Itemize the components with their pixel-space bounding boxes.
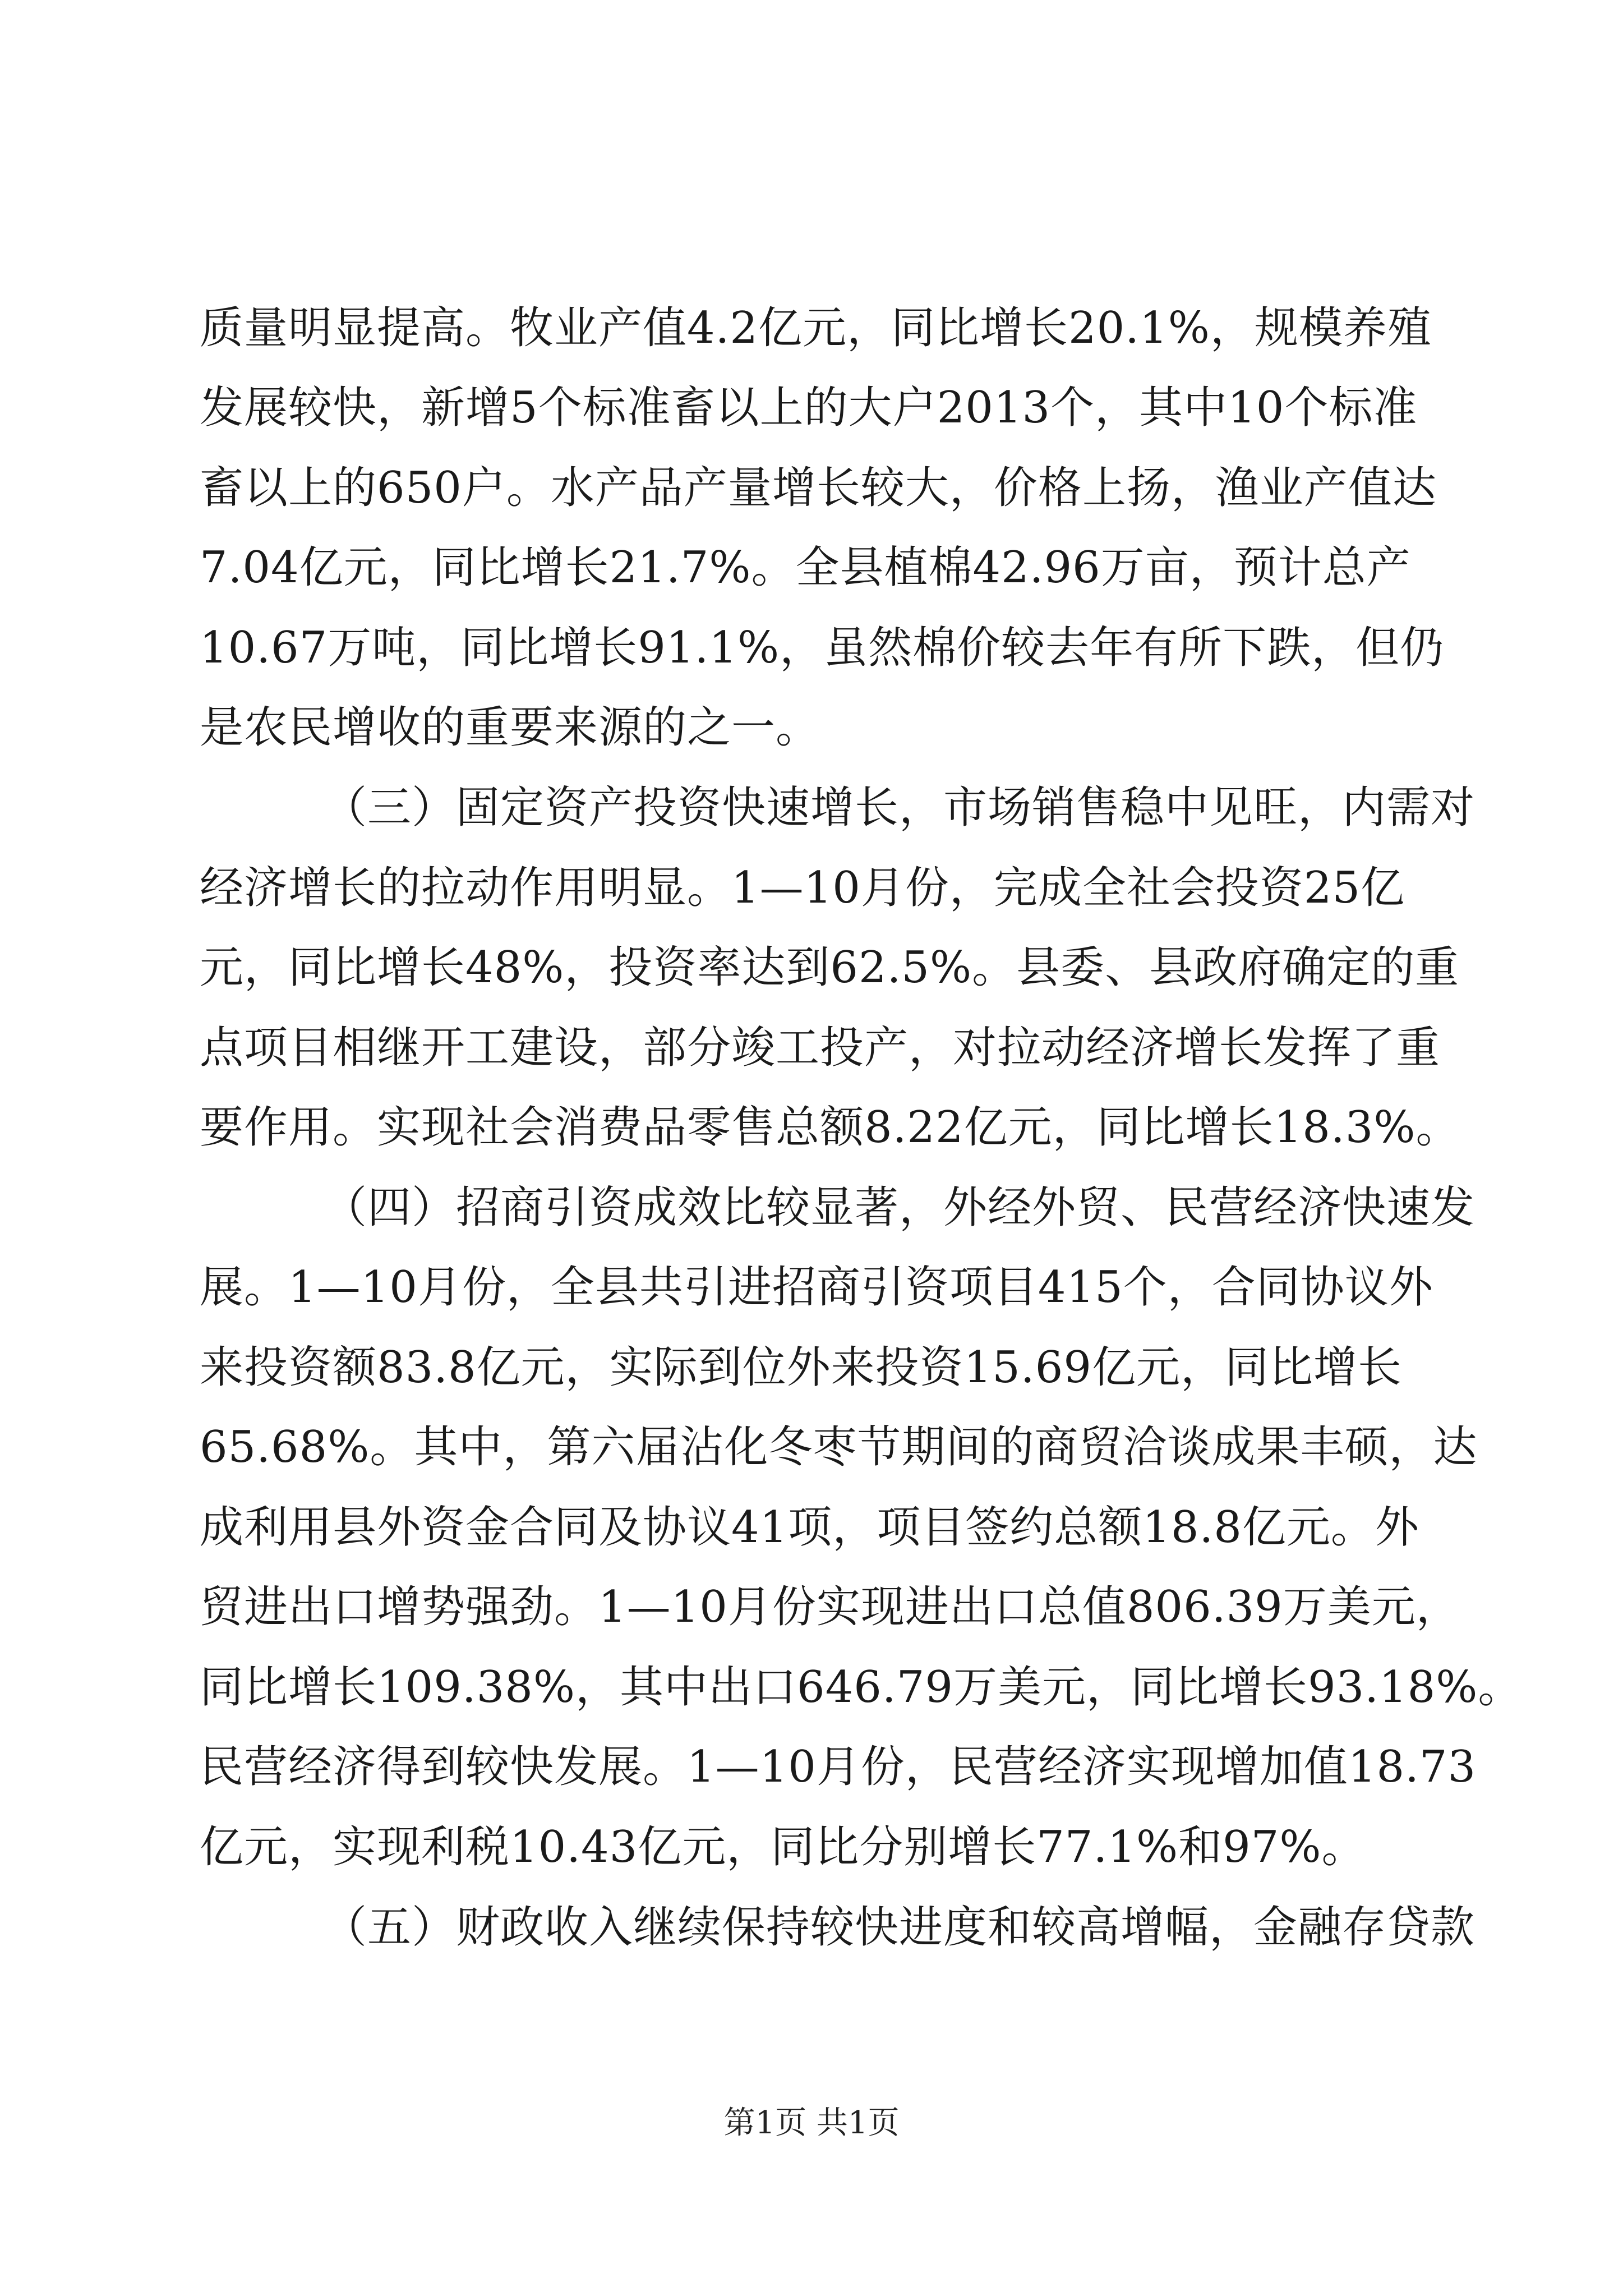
text-line: 点项目相继开工建设，部分竣工投产，对拉动经济增长发挥了重 [200, 1023, 1441, 1073]
text-line: 展。1—10月份，全县共引进招商引资项目415个，合同协议外 [200, 1262, 1433, 1313]
text-line: 质量明显提高。牧业产值4.2亿元，同比增长20.1%，规模养殖 [200, 303, 1432, 353]
text-line: 元，同比增长48%，投资率达到62.5%。县委、县政府确定的重 [200, 942, 1460, 993]
text-line: 贸进出口增势强劲。1—10月份实现进出口总值806.39万美元， [200, 1582, 1460, 1632]
page-number: 第1页 共1页 [723, 2105, 900, 2141]
text-line: 畜以上的650户。水产品产量增长较大，价格上扬，渔业产值达 [200, 463, 1437, 513]
text-line: 65.68%。其中，第六届沾化冬枣节期间的商贸洽谈成果丰硕，达 [200, 1422, 1478, 1473]
text-line: 成利用县外资金合同及协议41项，项目签约总额18.8亿元。外 [200, 1502, 1419, 1553]
text-line: 同比增长109.38%，其中出口646.79万美元，同比增长93.18%。 [200, 1662, 1523, 1713]
text-line: （四）招商引资成效比较显著，外经外贸、民营经济快速发 [323, 1182, 1476, 1233]
text-line: 经济增长的拉动作用明显。1—10月份，完成全社会投资25亿 [200, 863, 1405, 913]
text-line: 发展较快，新增5个标准畜以上的大户2013个，其中10个标准 [200, 383, 1418, 433]
text-line: 民营经济得到较快发展。1—10月份，民营经济实现增加值18.73 [200, 1742, 1477, 1792]
text-line: 是农民增收的重要来源的之一。 [200, 702, 820, 753]
text-line: 来投资额83.8亿元，实际到位外来投资15.69亿元，同比增长 [200, 1342, 1402, 1393]
text-line: 亿元，实现利税10.43亿元，同比分别增长77.1%和97%。 [200, 1822, 1366, 1872]
text-line: （五）财政收入继续保持较快进度和较高增幅，金融存贷款 [323, 1902, 1476, 1953]
text-line: 要作用。实现社会消费品零售总额8.22亿元，同比增长18.3%。 [200, 1102, 1460, 1153]
text-line: 10.67万吨，同比增长91.1%，虽然棉价较去年有所下跌，但仍 [200, 623, 1445, 673]
document-body [200, 0, 1523, 2042]
text-line: 7.04亿元，同比增长21.7%。全县植棉42.96万亩，预计总产 [200, 542, 1411, 593]
text-line: （三）固定资产投资快速增长，市场销售稳中见旺，内需对 [323, 783, 1476, 833]
